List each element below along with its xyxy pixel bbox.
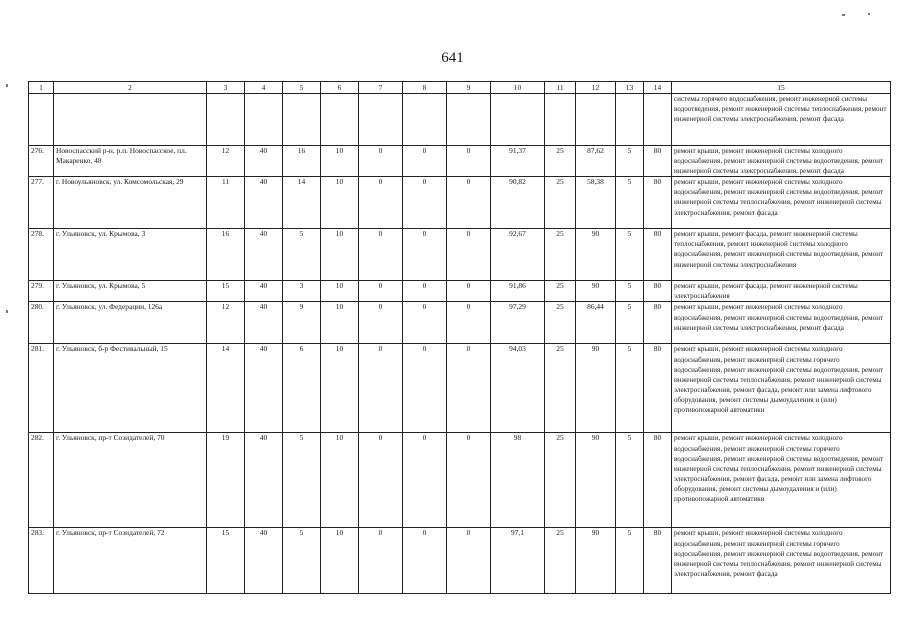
address: г. Ульяновск, пр-т Созидателей, 70: [54, 433, 207, 528]
col-6-value: [321, 94, 359, 146]
col-11-value: 25: [545, 177, 576, 229]
column-number: 13: [616, 82, 644, 94]
col-6-value: 10: [321, 281, 359, 302]
col-7-value: 0: [359, 433, 403, 528]
works-list: ремонт крыши, ремонт инженерной системы холодного водоснабжения, ремонт инженерной системы водоотведения, ремонт инженерной системы теплоснабжения, ремонт инженерной системы электроснабжения, ремонт фасада: [672, 177, 891, 229]
col-8-value: 0: [403, 302, 447, 344]
address: [54, 94, 207, 146]
col-7-value: 0: [359, 302, 403, 344]
col-4-value: [245, 94, 283, 146]
col-6-value: 10: [321, 302, 359, 344]
col-12-value: 90: [576, 433, 616, 528]
col-11-value: 25: [545, 146, 576, 177]
col-3-value: 19: [207, 433, 245, 528]
col-11-value: 25: [545, 229, 576, 281]
column-number: 15: [672, 82, 891, 94]
col-10-value: 94,03: [491, 344, 545, 433]
scan-speck: [868, 13, 870, 15]
row-number: 281.: [29, 344, 54, 433]
col-14-value: 80: [644, 177, 672, 229]
col-12-value: 90: [576, 281, 616, 302]
col-9-value: 0: [447, 302, 491, 344]
col-13-value: 5: [616, 528, 644, 594]
col-7-value: 0: [359, 177, 403, 229]
column-number: 11: [545, 82, 576, 94]
col-10-value: 91,37: [491, 146, 545, 177]
col-6-value: 10: [321, 433, 359, 528]
col-7-value: [359, 94, 403, 146]
table-row: [29, 94, 891, 146]
scan-speck: [842, 14, 845, 16]
col-9-value: 0: [447, 433, 491, 528]
column-number: 5: [283, 82, 321, 94]
col-11-value: 25: [545, 433, 576, 528]
column-number: 1: [29, 82, 54, 94]
address: г. Ульяновск, ул. Крымова, 5: [54, 281, 207, 302]
col-13-value: [616, 94, 644, 146]
works-list: системы горячего водоснабжения, ремонт инженерной системы водоотведения, ремонт инженерной системы теплоснабжения, ремонт инженерной системы электроснабжения, ремонт фасада: [672, 94, 891, 146]
col-6-value: 10: [321, 177, 359, 229]
col-14-value: [644, 94, 672, 146]
works-list: ремонт крыши, ремонт инженерной системы холодного водоснабжения, ремонт инженерной системы горячего водоснабжения, ремонт инженерной системы водоотведения, ремонт инженерной системы теплоснабжения, ремонт инженерной системы электроснабжения, ремонт фасада, ремонт или замена лифтового оборудования, ремонт системы дымоудаления и (или) противопожарной автоматики: [672, 433, 891, 528]
col-8-value: 0: [403, 281, 447, 302]
col-3-value: 16: [207, 229, 245, 281]
row-number: 276.: [29, 146, 54, 177]
col-10-value: 92,67: [491, 229, 545, 281]
scan-speck: [6, 84, 8, 87]
row-number: 277.: [29, 177, 54, 229]
row-number: 280.: [29, 302, 54, 344]
column-number: 2: [54, 82, 207, 94]
works-list: ремонт крыши, ремонт инженерной системы холодного водоснабжения, ремонт инженерной системы горячего водоснабжения, ремонт инженерной системы водоотведения, ремонт инженерной системы теплоснабжения, ремонт инженерной системы электроснабжения, ремонт фасада, ремонт или замена лифтового оборудования, ремонт системы дымоудаления и (или) противопожарной автоматики: [672, 344, 891, 433]
works-list: ремонт крыши, ремонт фасада, ремонт инженерной системы теплоснабжения, ремонт инженерной системы холодного водоснабжения, ремонт инженерной системы водоотведения, ремонт инженерной системы электроснабжения: [672, 229, 891, 281]
col-9-value: 0: [447, 344, 491, 433]
column-number-row: [29, 82, 891, 94]
col-13-value: 5: [616, 344, 644, 433]
col-12-value: 90: [576, 229, 616, 281]
col-6-value: 10: [321, 146, 359, 177]
address: г. Ульяновск, б-р Фестивальный, 15: [54, 344, 207, 433]
col-12-value: 87,62: [576, 146, 616, 177]
col-10-value: 91,86: [491, 281, 545, 302]
col-7-value: 0: [359, 528, 403, 594]
col-5-value: 5: [283, 433, 321, 528]
col-13-value: 5: [616, 433, 644, 528]
works-list: ремонт крыши, ремонт фасада, ремонт инженерной системы электроснабжения: [672, 281, 891, 302]
col-8-value: 0: [403, 229, 447, 281]
col-8-value: 0: [403, 177, 447, 229]
col-4-value: 40: [245, 528, 283, 594]
col-6-value: 10: [321, 344, 359, 433]
page-number: 641: [441, 50, 464, 66]
column-number: 6: [321, 82, 359, 94]
col-8-value: 0: [403, 344, 447, 433]
col-10-value: 97,1: [491, 528, 545, 594]
row-number: [29, 94, 54, 146]
col-3-value: 15: [207, 281, 245, 302]
col-11-value: 25: [545, 344, 576, 433]
col-7-value: 0: [359, 281, 403, 302]
col-10-value: [491, 94, 545, 146]
table-row: [29, 433, 891, 528]
col-11-value: 25: [545, 528, 576, 594]
table-row: [29, 177, 891, 229]
col-14-value: 80: [644, 229, 672, 281]
col-3-value: [207, 94, 245, 146]
col-9-value: 0: [447, 528, 491, 594]
col-13-value: 5: [616, 229, 644, 281]
col-10-value: 90,82: [491, 177, 545, 229]
address: г. Ульяновск, пр-т Созидателей, 72: [54, 528, 207, 594]
col-9-value: 0: [447, 146, 491, 177]
col-9-value: 0: [447, 177, 491, 229]
col-8-value: [403, 94, 447, 146]
col-9-value: 0: [447, 281, 491, 302]
column-number: 3: [207, 82, 245, 94]
col-11-value: 25: [545, 281, 576, 302]
table-row: [29, 344, 891, 433]
table-row: [29, 528, 891, 594]
col-14-value: 80: [644, 433, 672, 528]
col-3-value: 12: [207, 302, 245, 344]
col-6-value: 10: [321, 528, 359, 594]
col-7-value: 0: [359, 146, 403, 177]
col-3-value: 15: [207, 528, 245, 594]
column-number: 7: [359, 82, 403, 94]
col-5-value: 5: [283, 528, 321, 594]
col-9-value: [447, 94, 491, 146]
address: Новоспасский р-н, р.п. Новоспасское, пл. Макаренко, 48: [54, 146, 207, 177]
col-4-value: 40: [245, 302, 283, 344]
col-13-value: 5: [616, 177, 644, 229]
col-7-value: 0: [359, 229, 403, 281]
row-number: 283.: [29, 528, 54, 594]
register-table: [28, 81, 891, 594]
col-11-value: 25: [545, 302, 576, 344]
col-6-value: 10: [321, 229, 359, 281]
column-number: 8: [403, 82, 447, 94]
col-8-value: 0: [403, 528, 447, 594]
scan-speck: [6, 310, 8, 313]
col-12-value: 90: [576, 528, 616, 594]
col-13-value: 5: [616, 146, 644, 177]
col-8-value: 0: [403, 433, 447, 528]
col-11-value: [545, 94, 576, 146]
col-12-value: 90: [576, 344, 616, 433]
col-12-value: 86,44: [576, 302, 616, 344]
column-number: 14: [644, 82, 672, 94]
col-13-value: 5: [616, 302, 644, 344]
col-4-value: 40: [245, 229, 283, 281]
col-3-value: 14: [207, 344, 245, 433]
col-14-value: 80: [644, 344, 672, 433]
col-14-value: 80: [644, 528, 672, 594]
row-number: 278.: [29, 229, 54, 281]
col-5-value: 5: [283, 229, 321, 281]
col-5-value: 6: [283, 344, 321, 433]
col-4-value: 40: [245, 433, 283, 528]
col-5-value: [283, 94, 321, 146]
table-row: [29, 146, 891, 177]
address: г. Ульяновск, ул. Крымова, 3: [54, 229, 207, 281]
col-14-value: 80: [644, 146, 672, 177]
table-row: [29, 229, 891, 281]
table-row: [29, 302, 891, 344]
col-14-value: 80: [644, 302, 672, 344]
column-number: 9: [447, 82, 491, 94]
col-3-value: 12: [207, 146, 245, 177]
table-row: [29, 281, 891, 302]
col-13-value: 5: [616, 281, 644, 302]
col-5-value: 3: [283, 281, 321, 302]
col-14-value: 80: [644, 281, 672, 302]
col-5-value: 9: [283, 302, 321, 344]
address: г. Новоульяновск, ул. Комсомольская, 29: [54, 177, 207, 229]
col-12-value: [576, 94, 616, 146]
works-list: ремонт крыши, ремонт инженерной системы холодного водоснабжения, ремонт инженерной системы горячего водоснабжения, ремонт инженерной системы водоотведения, ремонт инженерной системы теплоснабжения, ремонт инженерной системы электроснабжения, ремонт фасада: [672, 528, 891, 594]
col-9-value: 0: [447, 229, 491, 281]
row-number: 282.: [29, 433, 54, 528]
column-number: 10: [491, 82, 545, 94]
column-number: 12: [576, 82, 616, 94]
address: г. Ульяновск, ул. Федерации, 126а: [54, 302, 207, 344]
col-4-value: 40: [245, 344, 283, 433]
col-10-value: 98: [491, 433, 545, 528]
col-3-value: 11: [207, 177, 245, 229]
works-list: ремонт крыши, ремонт инженерной системы холодного водоснабжения, ремонт инженерной системы водоотведения, ремонт инженерной системы электроснабжения, ремонт фасада: [672, 146, 891, 177]
works-list: ремонт крыши, ремонт инженерной системы холодного водоснабжения, ремонт инженерной системы водоотведения, ремонт инженерной системы электроснабжения, ремонт фасада: [672, 302, 891, 344]
col-4-value: 40: [245, 281, 283, 302]
col-10-value: 97,29: [491, 302, 545, 344]
col-12-value: 58,38: [576, 177, 616, 229]
col-8-value: 0: [403, 146, 447, 177]
col-4-value: 40: [245, 146, 283, 177]
col-5-value: 14: [283, 177, 321, 229]
col-7-value: 0: [359, 344, 403, 433]
col-4-value: 40: [245, 177, 283, 229]
col-5-value: 16: [283, 146, 321, 177]
column-number: 4: [245, 82, 283, 94]
row-number: 279.: [29, 281, 54, 302]
